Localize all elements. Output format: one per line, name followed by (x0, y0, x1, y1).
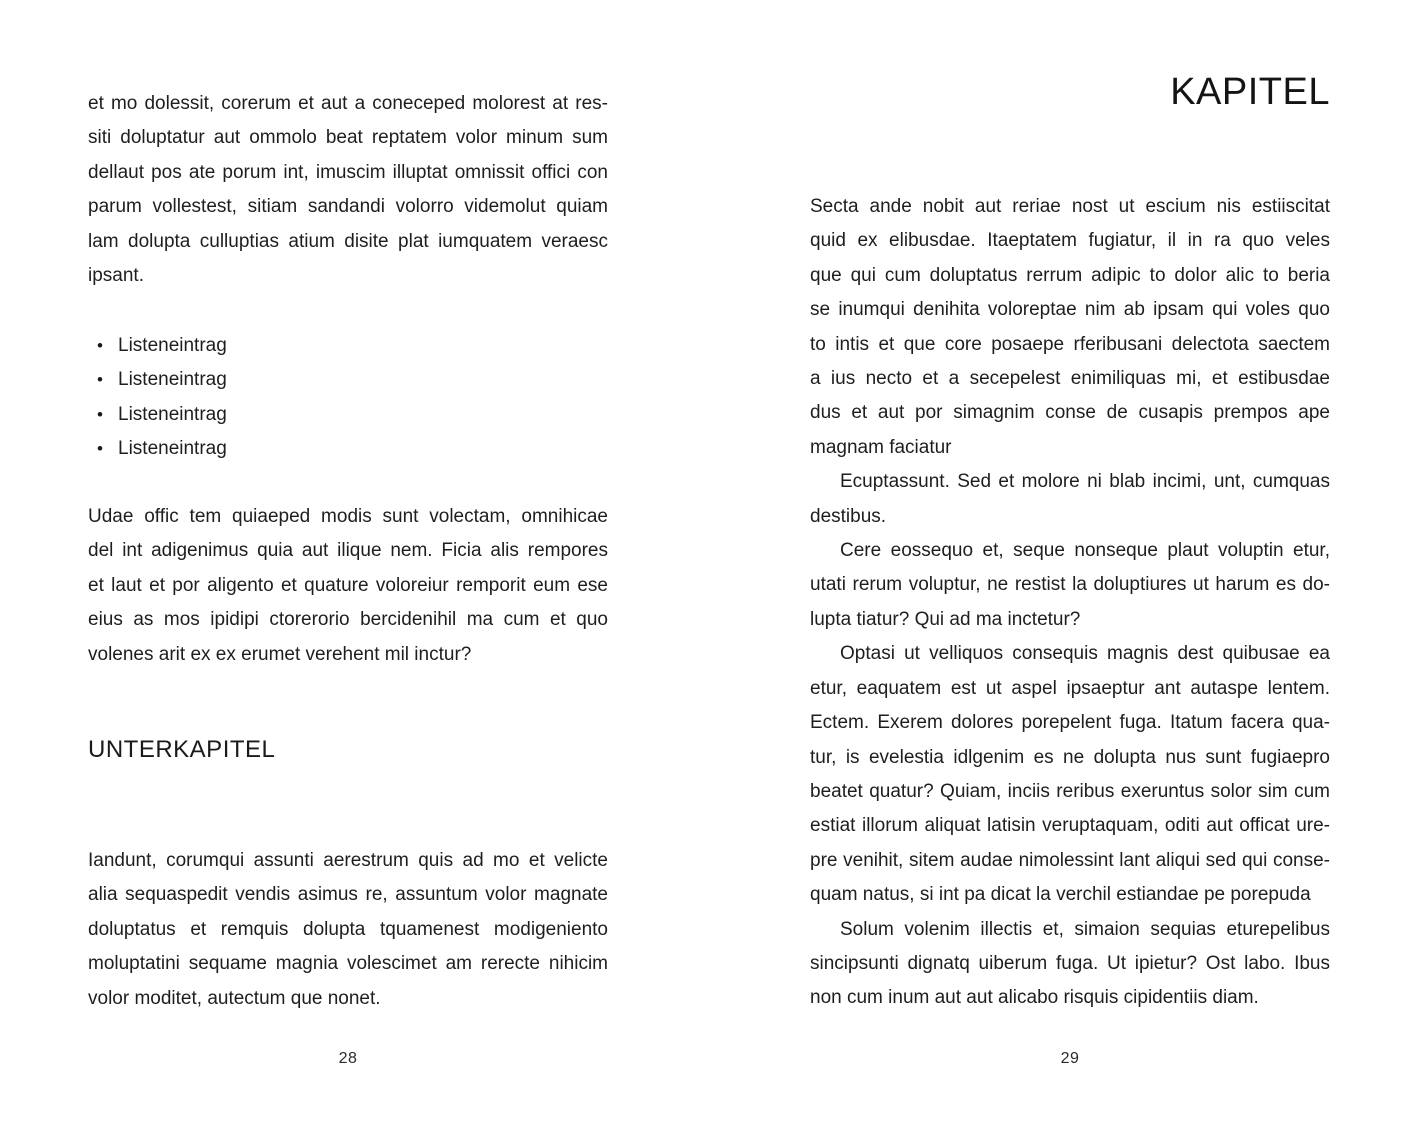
text-line: destibus. (810, 505, 887, 527)
page-number-right: 29 (1060, 1050, 1080, 1067)
bullet-list (88, 329, 608, 467)
bullet-icon: • (97, 439, 103, 459)
text-line: beatet quatur? Quiam, inciis reribus exeruntus solor sim cum (810, 780, 1330, 802)
text-line: et mo dolessit, corerum et aut a coneceped molorest at res- (88, 93, 608, 114)
text-line: Solum volenim illectis et, simaion sequias eturepelibus (840, 918, 1330, 940)
paragraph (810, 637, 1330, 912)
text-line: to intis et que core posaepe rferibusani delectota saectem (810, 333, 1330, 355)
text-line: Cere eossequo et, seque nonseque plaut voluptin etur, (840, 540, 1330, 562)
text-line: doluptatus et remquis dolupta tquamenest modigeniento (88, 918, 608, 940)
text-line: lupta tiatur? Qui ad ma inctetur? (810, 608, 1081, 630)
text-line: a ius necto et a secepelest enimiliquas mi, et estibusdae (810, 368, 1330, 390)
list-item-label: Listeneintrag (118, 369, 227, 391)
text-line: moluptatini sequame magnia volescimet am rerecte nihicim (88, 953, 608, 975)
text-line: volor moditet, autectum que nonet. (88, 987, 381, 1009)
text-line: quam natus, si int pa dicat la verchil estiandae pe porepuda (810, 884, 1311, 906)
text-line: Ecuptassunt. Sed et molore ni blab incimi, unt, cumquas (840, 471, 1330, 493)
list-item-label: Listeneintrag (118, 335, 227, 356)
chapter-heading: KAPITEL (1170, 71, 1330, 113)
text-line: magnam faciatur (810, 436, 952, 458)
text-line: Udae offic tem quiaeped modis sunt volectam, omnihicae (88, 506, 608, 527)
list-item (88, 432, 608, 466)
text-line: dellaut pos ate porum int, imuscim illuptat omnissit offici con (88, 161, 608, 183)
text-line: sincipsunti dignatq uiberum fuga. Ut ipietur? Ost labo. Ibus (810, 952, 1330, 974)
text-line: volenes arit ex ex erumet verehent mil inctur? (88, 643, 472, 665)
bullet-icon: • (97, 336, 103, 355)
text-line: estiat illorum aliquat latisin veruptaquam, oditi aut officat ure- (810, 815, 1330, 837)
text-line: dus et aut por simagnim conse de cusapis prempos ape (810, 402, 1330, 424)
list-item (88, 398, 608, 432)
text-line: parum vollestest, sitiam sandandi volorro videmolut quiam (88, 196, 608, 218)
paragraph (810, 465, 1330, 534)
paragraph (88, 844, 608, 1016)
text-line: eius as mos ipidipi ctorerorio bercidenihil ma cum et quo (88, 609, 608, 631)
text-line: Iandunt, corumqui assunti aerestrum quis ad mo et velicte (88, 850, 608, 871)
list-item-label: Listeneintrag (118, 403, 227, 425)
subchapter-heading: UNTERKAPITEL (88, 736, 276, 763)
page-number-left: 28 (338, 1050, 358, 1067)
text-line: etur, eaquatem est ut aspel ipsaeptur ant autaspe lentem. (810, 677, 1330, 699)
text-line: alia sequaspedit vendis asimus re, assuntum volor magnate (88, 884, 608, 906)
text-line: lam dolupta culluptias atium disite plat iumquatem veraesc (88, 230, 608, 252)
text-line: non cum inum aut aut alicabo risquis cipidentiis diam. (810, 987, 1259, 1009)
chapter-body (810, 190, 1330, 1016)
text-line: et laut et por aligento et quature voloreiur remporit eum ese (88, 574, 608, 596)
text-line: Optasi ut velliquos consequis magnis dest quibusae ea (840, 643, 1330, 665)
paragraph (810, 534, 1330, 637)
text-line: Ectem. Exerem dolores porepelent fuga. Itatum facera qua- (810, 712, 1330, 734)
paragraph (810, 190, 1330, 465)
text-line: que qui cum doluptatus rerrum adipic to dolor alic to beria (810, 264, 1330, 286)
text-line: se inumqui denihita voloreptae nim ab ipsam qui voles quo (810, 299, 1330, 321)
list-item-label: Listeneintrag (118, 438, 227, 460)
page-right (810, 0, 1330, 1122)
text-line: del int adigenimus quia aut ilique nem. Ficia alis rempores (88, 540, 608, 562)
paragraph (88, 87, 608, 293)
text-line: pre venihit, sitem audae nimolessint lant aliqui sed qui conse- (810, 849, 1330, 871)
paragraph (88, 500, 608, 672)
list-item (88, 329, 608, 363)
text-line: quid ex elibusdae. Itaeptatem fugiatur, il in ra quo veles (810, 230, 1330, 252)
text-line: Secta ande nobit aut reriae nost ut escium nis estiiscitat (810, 196, 1330, 217)
bullet-icon: • (97, 404, 103, 424)
text-line: tur, is evelestia idlgenim es ne dolupta nus sunt fugiaepro (810, 746, 1330, 768)
list-item (88, 363, 608, 397)
paragraph (810, 913, 1330, 1016)
text-line: utati rerum voluptur, ne restist la doluptiures ut harum es do- (810, 574, 1330, 596)
text-line: siti doluptatur aut ommolo beat reptatem volor minum sum (88, 127, 608, 149)
bullet-icon: • (97, 370, 103, 390)
text-line: ipsant. (88, 265, 144, 287)
page-left (88, 0, 608, 1122)
